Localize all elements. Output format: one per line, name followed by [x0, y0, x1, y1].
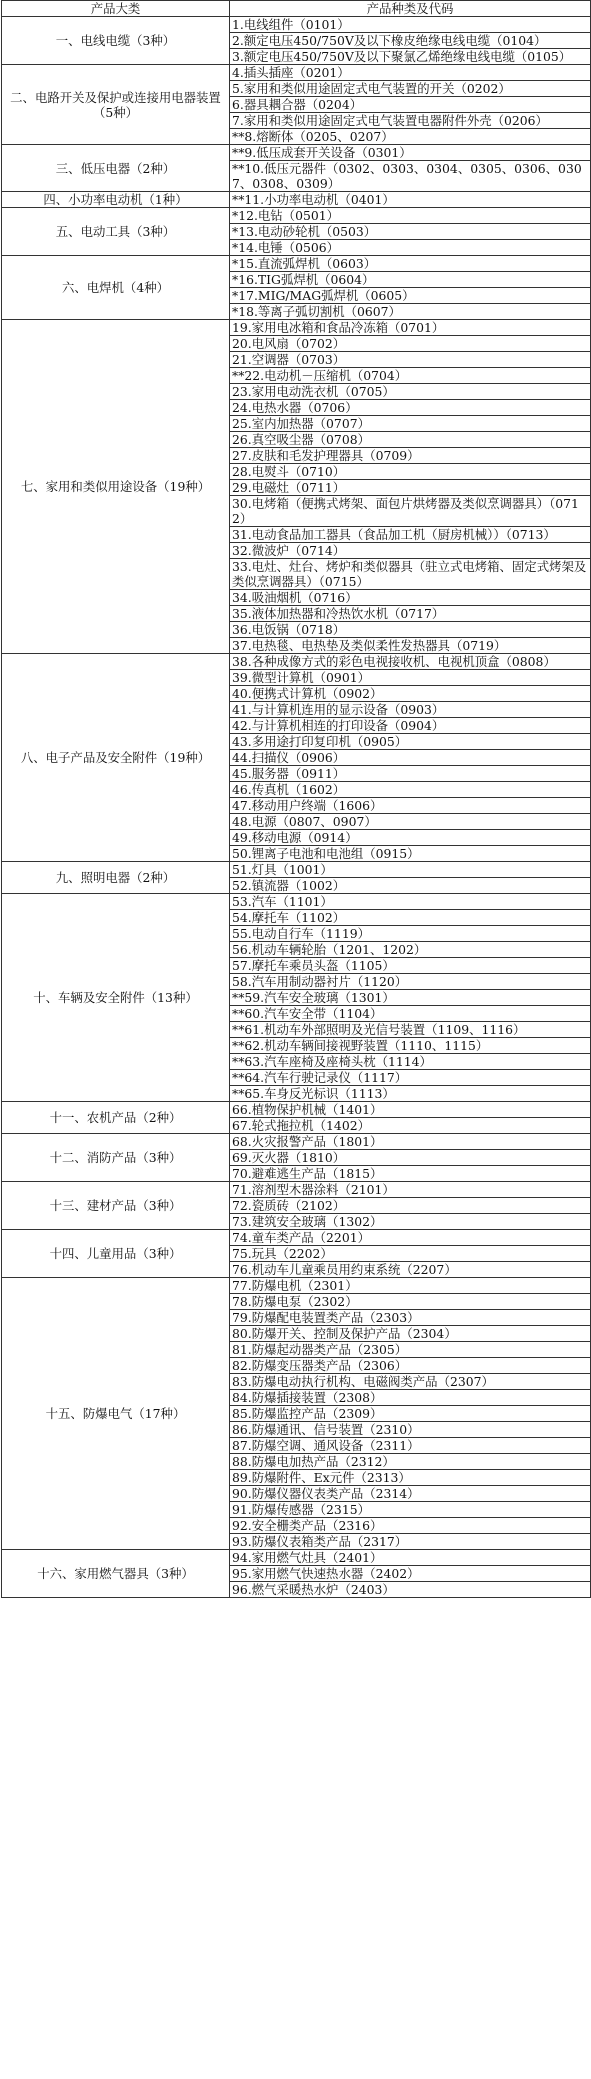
category-cell: 五、电动工具（3种） — [2, 208, 230, 256]
product-item-cell: 39.微型计算机（0901） — [230, 670, 591, 686]
product-item-cell: 57.摩托车乘员头盔（1105） — [230, 958, 591, 974]
table-row — [2, 145, 591, 161]
header-category: 产品大类 — [2, 1, 230, 17]
product-item-cell: 79.防爆配电装置类产品（2303） — [230, 1310, 591, 1326]
category-cell: 十、车辆及安全附件（13种） — [2, 894, 230, 1102]
category-cell: 七、家用和类似用途设备（19种） — [2, 320, 230, 654]
product-item-cell: 88.防爆电加热产品（2312） — [230, 1454, 591, 1470]
product-item-cell: 19.家用电冰箱和食品冷冻箱（0701） — [230, 320, 591, 336]
product-item-cell: 58.汽车用制动器衬片（1120） — [230, 974, 591, 990]
product-item-cell: 20.电风扇（0702） — [230, 336, 591, 352]
product-item-cell: 76.机动车儿童乘员用约束系统（2207） — [230, 1262, 591, 1278]
product-item-cell: **22.电动机－压缩机（0704） — [230, 368, 591, 384]
product-item-cell: 89.防爆附件、Ex元件（2313） — [230, 1470, 591, 1486]
product-item-cell: 86.防爆通讯、信号装置（2310） — [230, 1422, 591, 1438]
product-item-cell: 93.防爆仪表箱类产品（2317） — [230, 1534, 591, 1550]
product-item-cell: 50.锂离子电池和电池组（0915） — [230, 846, 591, 862]
product-item-cell: **63.汽车座椅及座椅头枕（1114） — [230, 1054, 591, 1070]
table-row — [2, 894, 591, 910]
table-row — [2, 1550, 591, 1566]
product-item-cell: 2.额定电压450/750V及以下橡皮绝缘电线电缆（0104） — [230, 33, 591, 49]
category-cell: 十五、防爆电气（17种） — [2, 1278, 230, 1550]
product-item-cell: 87.防爆空调、通风设备（2311） — [230, 1438, 591, 1454]
product-item-cell: 33.电灶、灶台、烤炉和类似器具（驻立式电烤箱、固定式烤架及类似烹调器具）（0715） — [230, 559, 591, 590]
table-row — [2, 65, 591, 81]
product-item-cell: 55.电动自行车（1119） — [230, 926, 591, 942]
product-item-cell: 3.额定电压450/750V及以下聚氯乙烯绝缘电线电缆（0105） — [230, 49, 591, 65]
product-item-cell: 94.家用燃气灶具（2401） — [230, 1550, 591, 1566]
product-item-cell: 25.室内加热器（0707） — [230, 416, 591, 432]
category-cell: 十二、消防产品（3种） — [2, 1134, 230, 1182]
product-item-cell: 28.电熨斗（0710） — [230, 464, 591, 480]
table-row — [2, 1134, 591, 1150]
product-item-cell: **60.汽车安全带（1104） — [230, 1006, 591, 1022]
category-cell: 九、照明电器（2种） — [2, 862, 230, 894]
product-item-cell: 82.防爆变压器类产品（2306） — [230, 1358, 591, 1374]
product-item-cell: 67.轮式拖拉机（1402） — [230, 1118, 591, 1134]
product-item-cell: 4.插头插座（0201） — [230, 65, 591, 81]
product-item-cell: 46.传真机（1602） — [230, 782, 591, 798]
product-item-cell: 1.电线组件（0101） — [230, 17, 591, 33]
product-item-cell: **61.机动车外部照明及光信号装置（1109、1116） — [230, 1022, 591, 1038]
table-row — [2, 208, 591, 224]
product-item-cell: 80.防爆开关、控制及保护产品（2304） — [230, 1326, 591, 1342]
product-item-cell: 51.灯具（1001） — [230, 862, 591, 878]
table-row — [2, 1230, 591, 1246]
product-item-cell: 27.皮肤和毛发护理器具（0709） — [230, 448, 591, 464]
table-row — [2, 862, 591, 878]
category-cell: 十四、儿童用品（3种） — [2, 1230, 230, 1278]
product-item-cell: 26.真空吸尘器（0708） — [230, 432, 591, 448]
product-item-cell: 74.童车类产品（2201） — [230, 1230, 591, 1246]
product-item-cell: **10.低压元器件（0302、0303、0304、0305、0306、0307、0308、0309） — [230, 161, 591, 192]
product-item-cell: 37.电热毯、电热垫及类似柔性发热器具（0719） — [230, 638, 591, 654]
table-row — [2, 1278, 591, 1294]
product-catalog-table — [1, 0, 591, 1598]
product-item-cell: 52.镇流器（1002） — [230, 878, 591, 894]
product-item-cell: 75.玩具（2202） — [230, 1246, 591, 1262]
table-row — [2, 256, 591, 272]
product-item-cell: 24.电热水器（0706） — [230, 400, 591, 416]
product-item-cell: 23.家用电动洗衣机（0705） — [230, 384, 591, 400]
product-item-cell: 81.防爆起动器类产品（2305） — [230, 1342, 591, 1358]
product-item-cell: 54.摩托车（1102） — [230, 910, 591, 926]
category-cell: 一、电线电缆（3种） — [2, 17, 230, 65]
product-item-cell: **62.机动车辆间接视野装置（1110、1115） — [230, 1038, 591, 1054]
category-cell: 十三、建材产品（3种） — [2, 1182, 230, 1230]
product-item-cell: 83.防爆电动执行机构、电磁阀类产品（2307） — [230, 1374, 591, 1390]
product-item-cell: *13.电动砂轮机（0503） — [230, 224, 591, 240]
product-item-cell: 84.防爆插接装置（2308） — [230, 1390, 591, 1406]
product-item-cell: 72.瓷质砖（2102） — [230, 1198, 591, 1214]
product-item-cell: 91.防爆传感器（2315） — [230, 1502, 591, 1518]
product-item-cell: 85.防爆监控产品（2309） — [230, 1406, 591, 1422]
product-item-cell: 48.电源（0807、0907） — [230, 814, 591, 830]
product-item-cell: *17.MIG/MAG弧焊机（0605） — [230, 288, 591, 304]
product-item-cell: 35.液体加热器和冷热饮水机（0717） — [230, 606, 591, 622]
product-item-cell: 73.建筑安全玻璃（1302） — [230, 1214, 591, 1230]
product-item-cell: **8.熔断体（0205、0207） — [230, 129, 591, 145]
product-item-cell: 66.植物保护机械（1401） — [230, 1102, 591, 1118]
category-cell: 六、电焊机（4种） — [2, 256, 230, 320]
product-item-cell: 44.扫描仪（0906） — [230, 750, 591, 766]
product-item-cell: 45.服务器（0911） — [230, 766, 591, 782]
product-item-cell: 95.家用燃气快速热水器（2402） — [230, 1566, 591, 1582]
product-item-cell: **9.低压成套开关设备（0301） — [230, 145, 591, 161]
product-item-cell: *14.电锤（0506） — [230, 240, 591, 256]
product-item-cell: 71.溶剂型木器涂料（2101） — [230, 1182, 591, 1198]
table-header-row — [2, 1, 591, 17]
category-cell: 十六、家用燃气器具（3种） — [2, 1550, 230, 1598]
product-item-cell: 90.防爆仪器仪表类产品（2314） — [230, 1486, 591, 1502]
product-item-cell: 32.微波炉（0714） — [230, 543, 591, 559]
product-item-cell: 21.空调器（0703） — [230, 352, 591, 368]
table-row — [2, 192, 591, 208]
category-cell: 十一、农机产品（2种） — [2, 1102, 230, 1134]
product-item-cell: **11.小功率电动机（0401） — [230, 192, 591, 208]
product-item-cell: 42.与计算机相连的打印设备（0904） — [230, 718, 591, 734]
product-item-cell: 34.吸油烟机（0716） — [230, 590, 591, 606]
product-item-cell: **64.汽车行驶记录仪（1117） — [230, 1070, 591, 1086]
product-item-cell: 7.家用和类似用途固定式电气装置电器附件外壳（0206） — [230, 113, 591, 129]
product-item-cell: 77.防爆电机（2301） — [230, 1278, 591, 1294]
product-item-cell: *16.TIG弧焊机（0604） — [230, 272, 591, 288]
product-item-cell: 53.汽车（1101） — [230, 894, 591, 910]
product-item-cell: 56.机动车辆轮胎（1201、1202） — [230, 942, 591, 958]
product-item-cell: 70.避难逃生产品（1815） — [230, 1166, 591, 1182]
product-item-cell: **59.汽车安全玻璃（1301） — [230, 990, 591, 1006]
product-item-cell: 38.各种成像方式的彩色电视接收机、电视机顶盒（0808） — [230, 654, 591, 670]
product-item-cell: 5.家用和类似用途固定式电气装置的开关（0202） — [230, 81, 591, 97]
table-row — [2, 1102, 591, 1118]
category-cell: 三、低压电器（2种） — [2, 145, 230, 192]
product-item-cell: 68.火灾报警产品（1801） — [230, 1134, 591, 1150]
product-item-cell: *15.直流弧焊机（0603） — [230, 256, 591, 272]
product-item-cell: 31.电动食品加工器具（食品加工机（厨房机械））（0713） — [230, 527, 591, 543]
product-item-cell: 40.便携式计算机（0902） — [230, 686, 591, 702]
product-item-cell: 30.电烤箱（便携式烤架、面包片烘烤器及类似烹调器具）（0712） — [230, 496, 591, 527]
category-cell: 四、小功率电动机（1种） — [2, 192, 230, 208]
category-cell: 八、电子产品及安全附件（19种） — [2, 654, 230, 862]
table-body — [2, 17, 591, 1598]
product-item-cell: 41.与计算机连用的显示设备（0903） — [230, 702, 591, 718]
table-row — [2, 17, 591, 33]
product-item-cell: 49.移动电源（0914） — [230, 830, 591, 846]
product-item-cell: 92.安全栅类产品（2316） — [230, 1518, 591, 1534]
product-item-cell: 36.电饭锅（0718） — [230, 622, 591, 638]
product-item-cell: 29.电磁灶（0711） — [230, 480, 591, 496]
header-product-type: 产品种类及代码 — [230, 1, 591, 17]
table-row — [2, 1182, 591, 1198]
category-cell: 二、电路开关及保护或连接用电器装置（5种） — [2, 65, 230, 145]
product-item-cell: *12.电钻（0501） — [230, 208, 591, 224]
table-row — [2, 320, 591, 336]
table-row — [2, 654, 591, 670]
product-item-cell: 6.器具耦合器（0204） — [230, 97, 591, 113]
product-item-cell: **65.车身反光标识（1113） — [230, 1086, 591, 1102]
product-item-cell: 43.多用途打印复印机（0905） — [230, 734, 591, 750]
product-item-cell: 78.防爆电泵（2302） — [230, 1294, 591, 1310]
product-item-cell: 96.燃气采暖热水炉（2403） — [230, 1582, 591, 1598]
product-item-cell: 69.灭火器（1810） — [230, 1150, 591, 1166]
product-item-cell: 47.移动用户终端（1606） — [230, 798, 591, 814]
product-item-cell: *18.等离子弧切割机（0607） — [230, 304, 591, 320]
